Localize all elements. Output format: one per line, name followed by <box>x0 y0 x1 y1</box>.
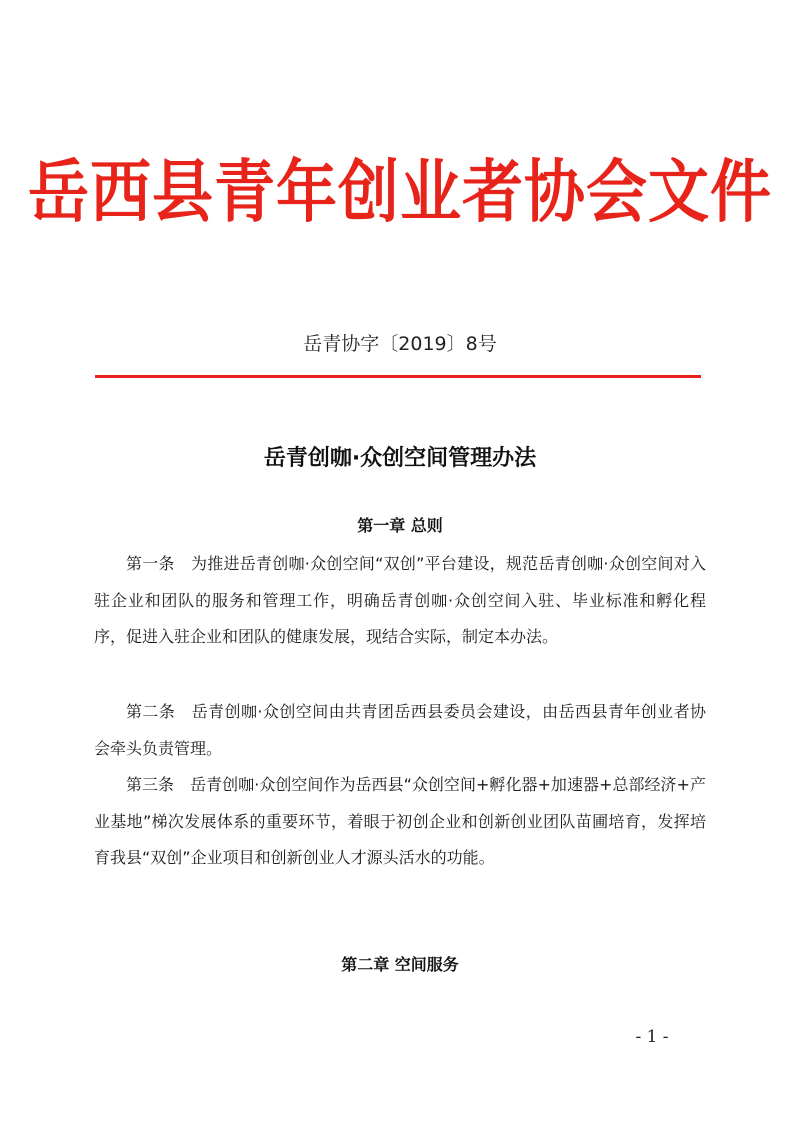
chapter-1-heading: 第一章 总则 <box>357 516 443 535</box>
header-red-divider <box>95 375 701 378</box>
page-number: - 1 - <box>635 1027 669 1047</box>
article-3-paragraph: 第三条 岳青创咖·众创空间作为岳西县“众创空间+孵化器+加速器+总部经济+产业基地”梯次发展体系的重要环节，着眼于初创企业和创新创业团队苗圃培育，发挥培育我县“双创”企业项目和创新创业人才源头活水的功能。 <box>94 775 706 867</box>
document-header-title: 岳西县青年创业者协会文件 <box>27 152 772 233</box>
chapter-2-heading: 第二章 空间服务 <box>341 955 459 974</box>
document-title: 岳青创咖·众创空间管理办法 <box>263 446 537 471</box>
document-number: 岳青协字〔2019〕8号 <box>303 333 497 355</box>
article-1-paragraph: 第一条 为推进岳青创咖·众创空间“双创”平台建设，规范岳青创咖·众创空间对入驻企业和团队的服务和管理工作，明确岳青创咖·众创空间入驻、毕业标准和孵化程序，促进入驻企业和团队的健康发展，现结合实际，制定本办法。 <box>94 554 706 646</box>
article-2-paragraph: 第二条 岳青创咖·众创空间由共青团岳西县委员会建设，由岳西县青年创业者协会牵头负责管理。 <box>94 702 706 758</box>
